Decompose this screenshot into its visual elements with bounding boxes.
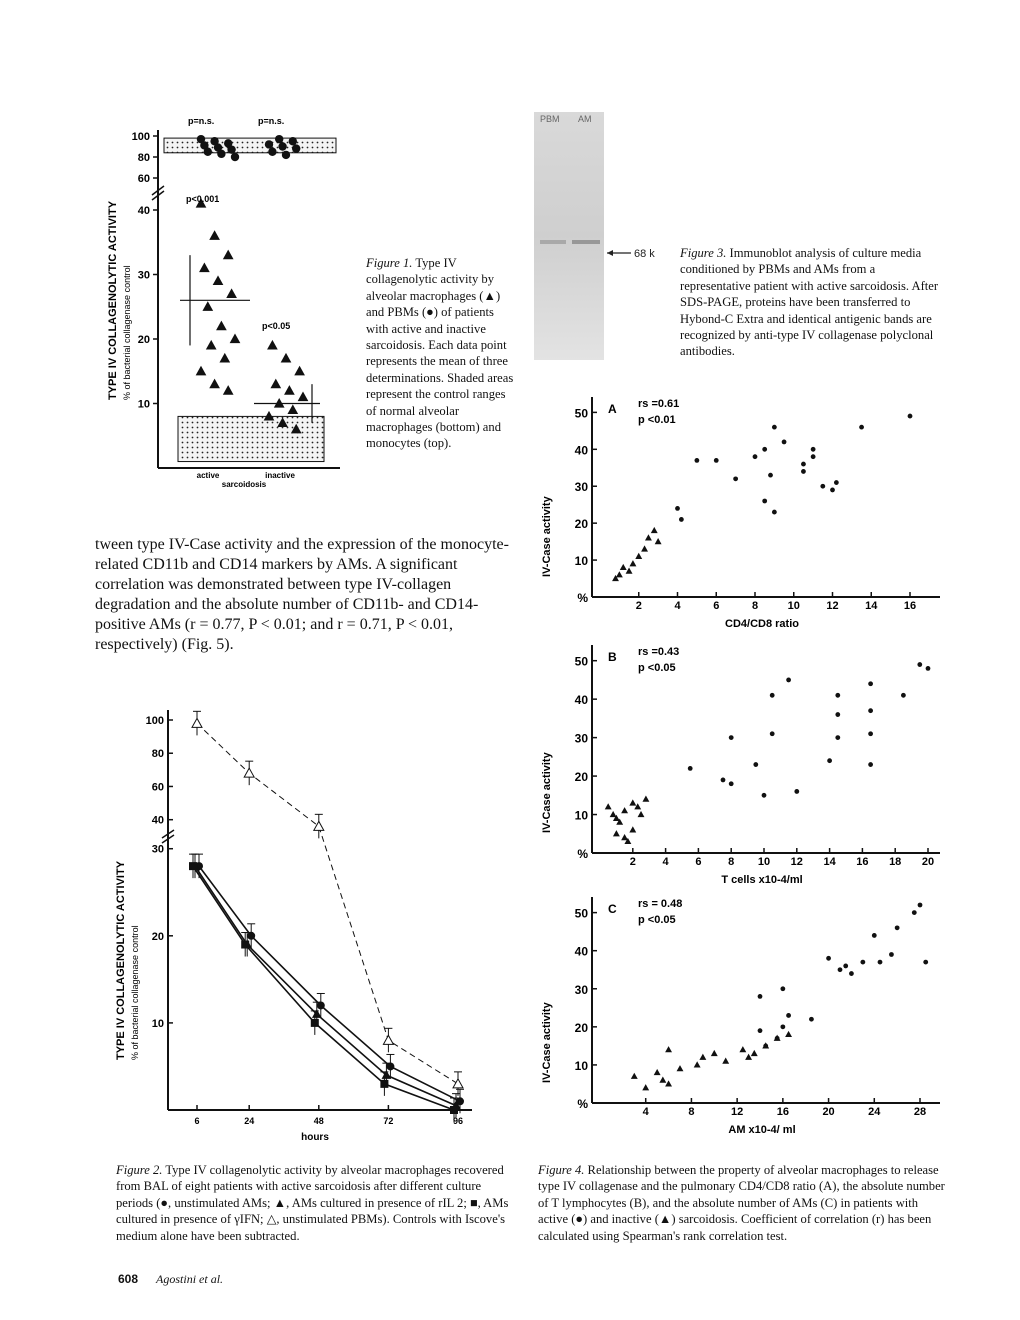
data-point-active: [889, 952, 894, 957]
data-point-active: [762, 499, 767, 504]
data-point-active: [782, 440, 787, 445]
x-tick-label: 6: [194, 1116, 200, 1126]
caption-text: Immunoblot analysis of culture media conditioned by PBMs and AMs from a representative patient with active sarcoidosis. After SDS-PAGE, proteins have been transferred to Hybond-C Extra and identical antigenic bands are recognized by anti-type IV collagenase polyclonal antibodies.: [680, 246, 939, 359]
y-axis-title: IV-Case activity: [541, 752, 553, 833]
blot-band-am: [572, 240, 600, 244]
y-tick-label: 10: [574, 808, 588, 823]
data-point-active: [827, 758, 832, 763]
lane-label-pbm: PBM: [540, 114, 560, 124]
data-point-active: [772, 510, 777, 515]
page-footer: [118, 1272, 223, 1287]
data-point-inactive: [643, 797, 648, 802]
x-tick-label: 96: [452, 1116, 464, 1126]
data-point-active: [694, 458, 699, 463]
x-tick-label: 14: [865, 600, 878, 612]
figure-4-chart: [530, 385, 950, 1145]
y-tick-label: 10: [137, 398, 150, 411]
data-point-active: [675, 506, 680, 511]
data-point-inactive: [622, 808, 627, 813]
data-point-inactive: [614, 831, 619, 836]
figure-3-caption: [680, 245, 946, 360]
data-point-inactive: [775, 1036, 780, 1041]
data-point-am: [214, 276, 223, 284]
data-point-active: [926, 666, 931, 671]
data-point-active: [826, 956, 831, 961]
x-tick-label: 8: [688, 1106, 695, 1118]
data-point-am: [210, 380, 219, 388]
panel-letter: B: [608, 650, 617, 664]
y-tick-label: %: [577, 847, 588, 861]
data-point-pbm: [204, 148, 212, 156]
series-line: [195, 866, 456, 1106]
x-tick-label: 20: [921, 856, 935, 868]
x-tick-label: 12: [790, 856, 803, 868]
y-tick-label: 100: [145, 715, 164, 727]
y-tick-label: 80: [137, 152, 150, 164]
figure-4-caption: [538, 1162, 948, 1244]
data-point-pbm: [217, 150, 225, 158]
data-point-active: [811, 454, 816, 459]
data-point-am: [224, 251, 233, 259]
arrow-head-icon: [607, 250, 613, 256]
data-point-inactive: [630, 561, 635, 566]
x-axis-title: T cells x10-4/ml: [721, 874, 803, 886]
data-point-ifn: [380, 1080, 388, 1088]
x-tick-label: 4: [642, 1106, 649, 1118]
data-point-active: [878, 960, 883, 965]
data-point-inactive: [611, 812, 616, 817]
x-tick-label: 24: [244, 1116, 255, 1126]
x-tick-label: 8: [728, 856, 735, 868]
data-point-active: [895, 925, 900, 930]
data-point-pbm: [265, 140, 273, 148]
x-tick-label: 12: [731, 1106, 744, 1118]
x-tick-label: 12: [826, 600, 839, 612]
blot-membrane: [534, 112, 604, 360]
lane-label-am: AM: [578, 114, 592, 124]
y-tick-label: 30: [574, 982, 588, 997]
stat-r: rs =0.61: [638, 398, 680, 410]
data-point-active: [811, 447, 816, 452]
data-point-inactive: [666, 1081, 671, 1086]
data-point-active: [679, 517, 684, 522]
y-tick-label: 50: [574, 406, 588, 421]
stat-r: rs = 0.48: [638, 898, 683, 910]
data-point-inactive: [643, 1085, 648, 1090]
data-point-inactive: [630, 800, 635, 805]
x-tick-label: 2: [635, 600, 642, 612]
x-tick-label: 16: [856, 856, 869, 868]
data-point-active: [762, 793, 767, 798]
data-point-inactive: [666, 1047, 671, 1052]
data-point-inactive: [630, 827, 635, 832]
control-range-monocytes: [164, 138, 336, 153]
data-point-active: [801, 462, 806, 467]
x-tick-label: 10: [757, 856, 771, 868]
data-point-am: [220, 354, 229, 362]
data-point-active: [901, 693, 906, 698]
caption-label: Figure 4.: [538, 1163, 585, 1177]
panel-letter: C: [608, 902, 617, 916]
x-tick-label: 8: [751, 600, 759, 612]
data-point-inactive: [646, 535, 651, 540]
y-tick-label: 40: [574, 693, 588, 708]
y-tick-label: 40: [137, 205, 150, 217]
x-label-active: active: [196, 471, 220, 480]
stat-p: p <0.05: [638, 662, 676, 674]
data-point-am: [203, 302, 212, 310]
page-number: 608: [118, 1272, 139, 1286]
data-point-inactive: [626, 569, 631, 574]
data-point-active: [835, 693, 840, 698]
data-point-active: [770, 731, 775, 736]
data-point-am: [268, 341, 277, 349]
x-tick-label: 18: [889, 856, 902, 868]
data-point-active: [794, 789, 799, 794]
data-point-active: [753, 762, 758, 767]
data-point-am: [227, 289, 236, 297]
data-point-inactive: [621, 565, 626, 570]
data-point-active: [868, 731, 873, 736]
y-tick-label: 40: [574, 944, 588, 959]
data-point-active: [917, 662, 922, 667]
data-point-pbm: [227, 145, 235, 153]
x-tick-label: 10: [787, 600, 800, 612]
data-point-pbm: [244, 768, 254, 777]
x-tick-label: 4: [674, 600, 681, 612]
x-tick-label: 6: [695, 856, 702, 868]
caption-text: Type IV collagenolytic activity by alveolar macrophages (▲) and PBMs (●) of patients with active and inactive sarcoidosis. Each data point represents the mean of three determinations. Shaded areas represent the control ranges of normal alveolar macrophages (bottom) and monocytes (top).: [366, 256, 514, 451]
x-label-group: sarcoidosis: [221, 480, 267, 489]
data-point-inactive: [635, 804, 640, 809]
data-point-am: [197, 367, 206, 375]
y-tick-label: 50: [574, 906, 588, 921]
figure-1-caption: [366, 255, 516, 452]
running-authors: Agostini et al.: [156, 1272, 224, 1286]
data-point-pbm: [268, 148, 276, 156]
y-tick-label: 30: [574, 731, 588, 746]
data-point-active: [780, 986, 785, 991]
data-point-inactive: [622, 835, 627, 840]
data-point-inactive: [712, 1051, 717, 1056]
caption-label: Figure 1.: [366, 256, 413, 270]
y-axis-subtitle: % of bacterial collagenase control: [122, 265, 132, 400]
marker-label: 68 k: [634, 248, 655, 260]
data-point-inactive: [763, 1043, 768, 1048]
data-point-active: [908, 414, 913, 419]
stat-p: p <0.01: [638, 414, 676, 426]
data-point-am: [231, 335, 240, 343]
data-point-inactive: [723, 1059, 728, 1064]
caption-text: Type IV collagenolytic activity by alveolar macrophages recovered from BAL of eight patients with active sarcoidosis after different culture periods (●, unstimulated AMs; ▲, AMs cultured in presence of rIL 2; ■, AMs cultured in presence of γIFN; △, unstimulated PBMs). Controls with Iscove's medium alone have been subtracted.: [116, 1163, 509, 1243]
caption-label: Figure 3.: [680, 246, 727, 260]
data-point-inactive: [700, 1055, 705, 1060]
data-point-active: [729, 735, 734, 740]
data-point-am: [288, 405, 297, 413]
y-tick-label: 10: [151, 1017, 164, 1030]
y-tick-label: 40: [151, 814, 164, 827]
annot-pns-right: p=n.s.: [258, 116, 285, 126]
y-tick-label: 10: [574, 554, 588, 569]
data-point-pbm: [289, 137, 297, 145]
data-point-ifn: [311, 1019, 319, 1027]
data-point-inactive: [638, 812, 643, 817]
data-point-pbm: [275, 135, 283, 143]
data-point-active: [762, 447, 767, 452]
data-point-am: [282, 354, 291, 362]
annot-pns-left: p=n.s.: [188, 116, 215, 126]
y-tick-label: 20: [151, 930, 164, 943]
data-point-ifn: [189, 862, 197, 870]
y-tick-label: 20: [137, 334, 150, 346]
data-point-active: [860, 960, 865, 965]
data-point-active: [835, 712, 840, 717]
figure-4: [530, 385, 950, 1145]
data-point-active: [838, 967, 843, 972]
data-point-am: [224, 386, 233, 394]
annot-p-inactive: p<0.05: [262, 321, 291, 331]
data-point-active: [786, 1013, 791, 1018]
x-tick-label: 2: [629, 856, 636, 868]
data-point-active: [721, 778, 726, 783]
data-point-am: [285, 386, 294, 394]
data-point-inactive: [677, 1066, 682, 1071]
data-point-active: [733, 476, 738, 481]
data-point-am: [210, 231, 219, 239]
data-point-active: [714, 458, 719, 463]
series-line: [197, 723, 458, 1084]
data-point-am: [295, 367, 304, 375]
x-axis-title: hours: [301, 1132, 329, 1143]
y-tick-label: 30: [137, 269, 150, 282]
data-point-pbm: [192, 718, 202, 727]
x-tick-label: 28: [913, 1106, 927, 1118]
x-label-inactive: inactive: [265, 471, 295, 480]
x-axis-title: CD4/CD8 ratio: [725, 618, 799, 630]
data-point-active: [786, 678, 791, 683]
data-point-am: [200, 264, 209, 272]
data-point-active: [772, 425, 777, 430]
data-point-active: [843, 964, 848, 969]
caption-text: Relationship between the property of alveolar macrophages to release type IV collagenase and the pulmonary CD4/CD8 ratio (A), the absolute number of T lymphocytes (B), and the absolute number of AMs (C) in patients with active (●) and inactive (▲) sarcoidosis. Coefficient of correlation (r) has been calculated using Spearman's rank correlation test.: [538, 1163, 945, 1243]
x-tick-label: 20: [822, 1106, 835, 1118]
data-point-pbm: [292, 144, 300, 152]
data-point-inactive: [746, 1055, 751, 1060]
data-point-active: [868, 681, 873, 686]
data-point-pbm: [231, 153, 239, 161]
data-point-ifn: [450, 1106, 458, 1114]
figure-2-caption: [116, 1162, 516, 1244]
data-point-pbm: [314, 821, 324, 830]
data-point-active: [835, 735, 840, 740]
data-point-inactive: [652, 528, 657, 533]
data-point-active: [868, 708, 873, 713]
y-tick-label: 40: [574, 443, 588, 458]
y-tick-label: 100: [131, 131, 150, 143]
data-point-active: [918, 903, 923, 908]
figure-1-chart: [90, 100, 350, 495]
y-axis-title: IV-Case activity: [541, 496, 553, 577]
data-point-inactive: [752, 1051, 757, 1056]
data-point-active: [820, 484, 825, 489]
annot-p-active: p<0.001: [186, 194, 220, 204]
data-point-pbm: [282, 151, 290, 159]
data-point-inactive: [656, 539, 661, 544]
y-tick-label: 30: [151, 843, 164, 856]
x-tick-label: 48: [313, 1116, 324, 1126]
panel-letter: A: [608, 402, 617, 416]
y-axis-title: TYPE IV COLLAGENOLYTIC ACTIVITY: [115, 860, 127, 1060]
figure-2-chart: [100, 700, 480, 1145]
y-tick-label: %: [577, 591, 588, 605]
data-point-inactive: [786, 1032, 791, 1037]
data-point-pbm: [453, 1079, 463, 1088]
x-tick-label: 16: [776, 1106, 789, 1118]
figure-1: [90, 100, 350, 495]
data-point-active: [753, 454, 758, 459]
data-point-active: [830, 488, 835, 493]
data-point-active: [729, 781, 734, 786]
x-tick-label: 6: [713, 600, 720, 612]
data-point-active: [768, 473, 773, 478]
data-point-inactive: [655, 1070, 660, 1075]
data-point-active: [834, 480, 839, 485]
blot-band-pbm: [540, 240, 566, 244]
y-axis-title: TYPE IV COLLAGENOLYTIC ACTIVITY: [107, 200, 119, 400]
data-point-active: [758, 1028, 763, 1033]
y-tick-label: 20: [574, 517, 588, 532]
y-axis-title: IV-Case activity: [541, 1002, 553, 1083]
data-point-active: [912, 910, 917, 915]
data-point-active: [849, 971, 854, 976]
control-range-alveolar: [178, 416, 324, 461]
data-point-active: [809, 1017, 814, 1022]
x-tick-label: 16: [903, 600, 917, 612]
data-point-active: [770, 693, 775, 698]
data-point-inactive: [740, 1047, 745, 1052]
data-point-ifn: [241, 941, 249, 949]
y-tick-label: 20: [574, 770, 588, 785]
data-point-active: [801, 469, 806, 474]
data-point-active: [780, 1024, 785, 1029]
data-point-inactive: [632, 1074, 637, 1079]
x-tick-label: 4: [662, 856, 669, 868]
data-point-active: [872, 933, 877, 938]
y-tick-label: 60: [151, 781, 164, 794]
data-point-am: [271, 380, 280, 388]
data-point-am: [299, 393, 308, 401]
data-point-active: [688, 766, 693, 771]
caption-label: Figure 2.: [116, 1163, 163, 1177]
data-point-inactive: [695, 1062, 700, 1067]
y-tick-label: 20: [574, 1020, 588, 1035]
y-tick-label: 50: [574, 654, 588, 669]
data-point-inactive: [617, 572, 622, 577]
series-line: [193, 866, 454, 1110]
data-point-active: [923, 960, 928, 965]
y-tick-label: 60: [137, 173, 150, 185]
figure-3-blot: [534, 112, 684, 362]
data-point-inactive: [660, 1078, 665, 1083]
body-paragraph: tween type IV-Case activity and the expression of the monocyte-related CD11b and CD14 markers by AMs. A significant correlation was demonstrated between type IV-collagen degradation and the absolute number of CD11b- and CD14-positive AMs (r = 0.77, P < 0.01; and r = 0.71, P < 0.01, respectively) (Fig. 5).: [95, 536, 509, 653]
x-tick-label: 14: [823, 856, 836, 868]
stat-p: p <0.05: [638, 914, 676, 926]
x-axis-title: AM x10-4/ ml: [728, 1124, 796, 1136]
data-point-inactive: [606, 804, 611, 809]
data-point-inactive: [636, 554, 641, 559]
y-tick-label: 30: [574, 480, 588, 495]
data-point-active: [868, 762, 873, 767]
y-tick-label: %: [577, 1097, 588, 1111]
y-axis-subtitle: % of bacterial collagenase control: [130, 925, 140, 1060]
data-point-pbm: [383, 1035, 393, 1044]
data-point-am: [217, 322, 226, 330]
data-point-active: [758, 994, 763, 999]
stat-r: rs =0.43: [638, 646, 680, 658]
x-tick-label: 24: [868, 1106, 881, 1118]
y-tick-label: 80: [151, 748, 164, 761]
x-tick-label: 72: [383, 1116, 394, 1126]
data-point-inactive: [642, 546, 647, 551]
figure-3-image: [534, 112, 684, 362]
data-point-active: [859, 425, 864, 430]
series-line: [199, 866, 460, 1101]
data-point-pbm: [278, 142, 286, 150]
data-point-am: [207, 341, 216, 349]
y-tick-label: 10: [574, 1058, 588, 1073]
figure-2: [100, 700, 480, 1145]
